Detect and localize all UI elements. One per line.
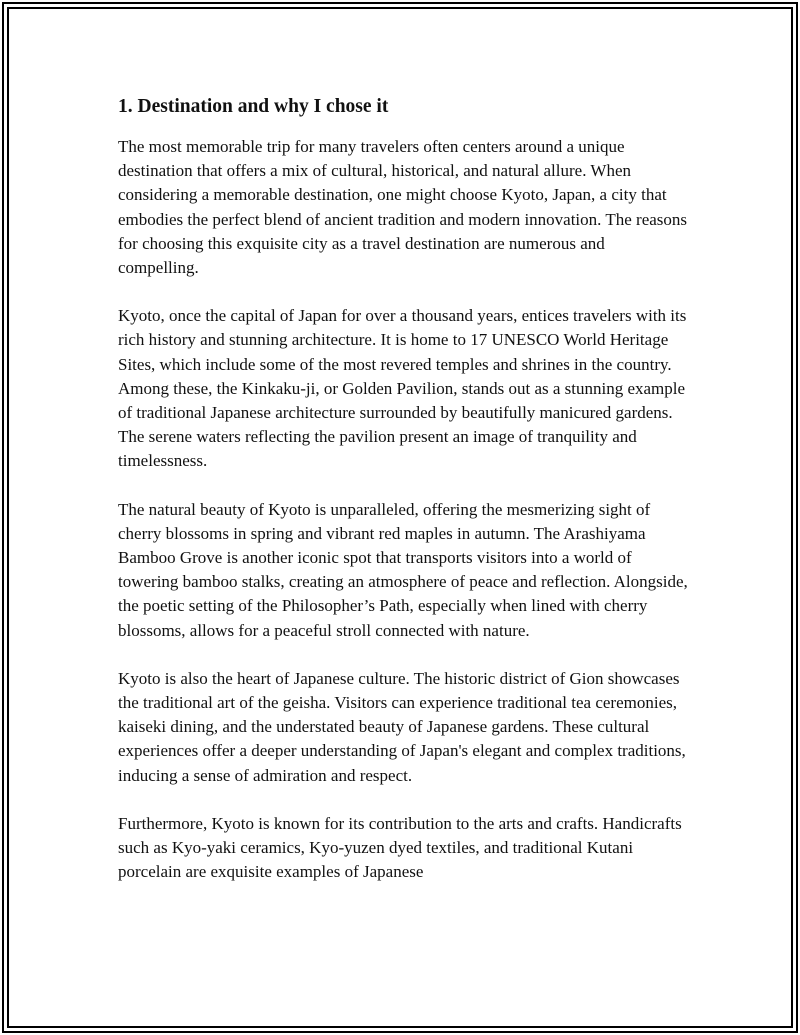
document-body	[118, 93, 688, 908]
paragraph-culture: Kyoto is also the heart of Japanese culture. The historic district of Gion showcases the traditional art of the geisha. Visitors can experience traditional tea ceremonies, kaiseki dining, and the understated beauty of Japanese gardens. These cultural experiences offer a deeper understanding of Japan's elegant and complex traditions, inducing a sense of admiration and respect.	[118, 668, 686, 785]
paragraph-intro: The most memorable trip for many travelers often centers around a unique destination that offers a mix of cultural, historical, and natural allure. When considering a memorable destination, one might choose Kyoto, Japan, a city that embodies the perfect blend of ancient tradition and modern innovation. The reasons for choosing this exquisite city as a travel destination are numerous and compelling.	[118, 137, 688, 278]
paragraph-crafts: Furthermore, Kyoto is known for its contribution to the arts and crafts. Handicrafts such as Kyo-yaki ceramics, Kyo-yuzen dyed textiles, and traditional Kutani porcelain are exquisite examples of Japanese	[118, 813, 682, 882]
paragraph-nature: The natural beauty of Kyoto is unparalleled, offering the mesmerizing sight of cherry blossoms in spring and vibrant red maples in autumn. The Arashiyama Bamboo Grove is another iconic spot that transports visitors into a world of towering bamboo stalks, creating an atmosphere of peace and reflection. Alongside, the poetic setting of the Philosopher’s Path, especially when lined with cherry blossoms, allows for a peaceful stroll connected with nature.	[118, 499, 688, 640]
section-heading: 1. Destination and why I chose it	[118, 96, 389, 117]
paragraph-history: Kyoto, once the capital of Japan for over a thousand years, entices travelers with its rich history and stunning architecture. It is home to 17 UNESCO World Heritage Sites, which include some of the most revered temples and shrines in the country. Among these, the Kinkaku-ji, or Golden Pavilion, stands out as a stunning example of traditional Japanese architecture surrounded by beautifully manicured gardens. The serene waters reflecting the pavilion present an image of tranquility and timelessness.	[118, 306, 687, 471]
